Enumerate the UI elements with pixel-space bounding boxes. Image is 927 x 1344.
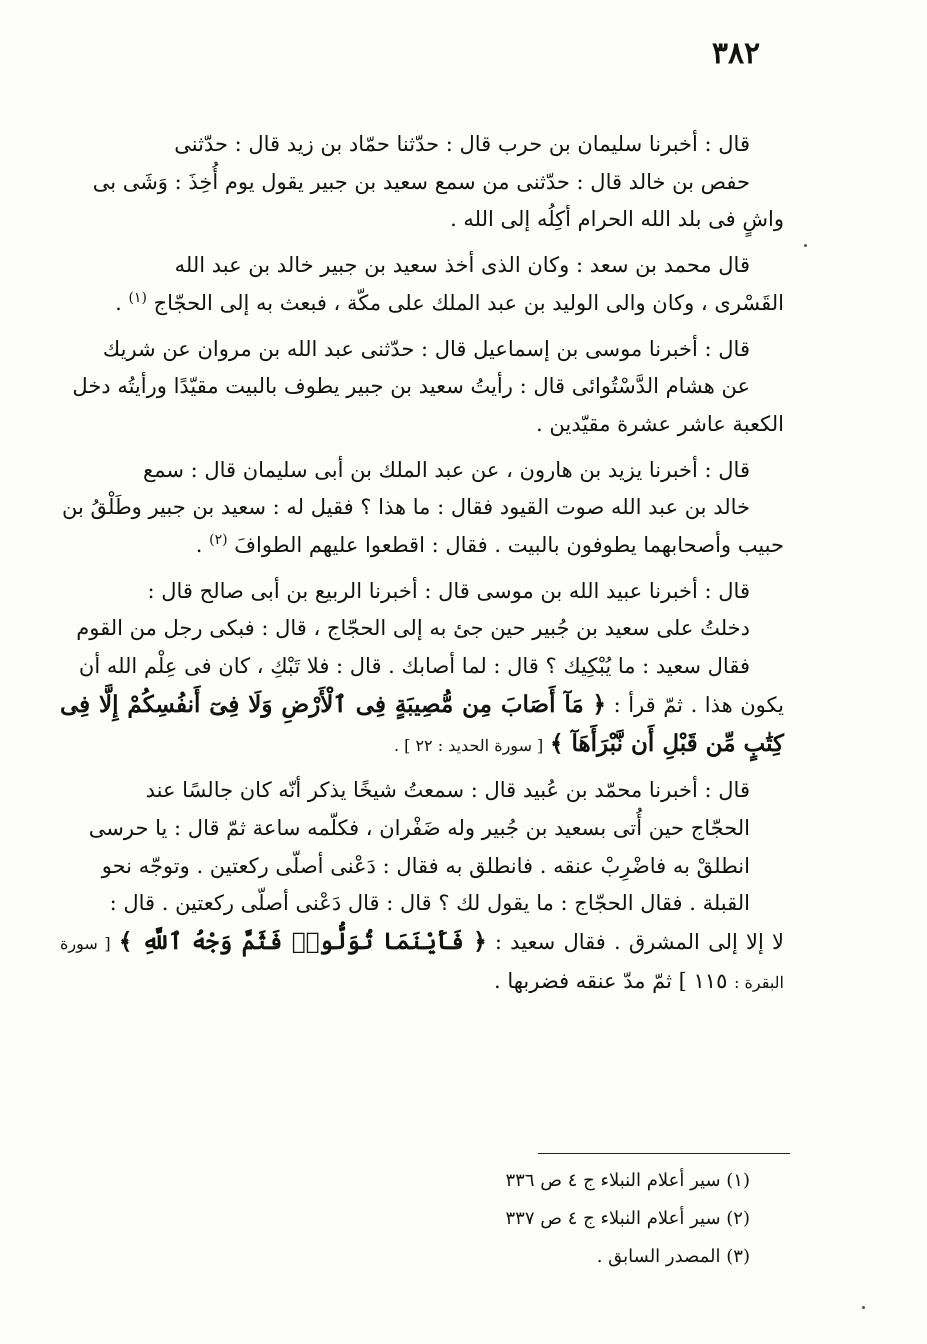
footnotes — [420, 1162, 750, 1276]
footnote-item: (١) سير أعلام النبلاء ج ٤ ص ٣٣٦ — [505, 1170, 750, 1191]
line-end-punctuation: . — [115, 290, 129, 315]
paragraph — [60, 331, 784, 444]
footnote-marker: (٢) — [209, 532, 228, 549]
quran-verse: ﴿ مَآ أَصَابَ مِن مُّصِيبَةٍ فِى ٱلْأَرْضِ وَلَا فِىٓ أَنفُسِكُمْ إِلَّا فِى كِتَٰبٍ مِّن قَبْلِ أَن نَّبْرَأَهَآ ﴾ — [60, 690, 784, 757]
paper-speck — [804, 244, 807, 247]
quran-verse: ﴿ فَأَيْنَمَا تُوَلُّوا۟ فَثَمَّ وَجْهُ ٱللَّهِ ﴾ — [118, 928, 487, 956]
text-line: قال : أخبرنا موسى بن إسماعيل قال : حدّثنى عبد الله بن مروان عن شريك — [102, 336, 750, 361]
text-line: القبلة . فقال الحجّاج : ما يقول لك ؟ قال : قال دَعْنى أصلّى ركعتين . قال : — [109, 891, 750, 916]
footnote-item: (٢) سير أعلام النبلاء ج ٤ ص ٣٣٧ — [505, 1208, 750, 1229]
text-line: قال : أخبرنا عبيد الله بن موسى قال : أخبرنا الربيع بن أبى صالح قال : — [147, 578, 750, 603]
text-line: قال : أخبرنا يزيد بن هارون ، عن عبد الملك بن أبى سليمان قال : سمع — [143, 457, 750, 482]
text-line: حبيب وأصحابهما يطوفون بالبيت . فقال : اقطعوا عليهم الطوافَ — [234, 533, 784, 558]
text-line: انطلقْ به فاضْرِبْ عنقه . فانطلق به فقال : دَعْنى أصلّى ركعتين . وتوجّه نحو — [101, 853, 750, 878]
text-line: القَسْرى ، وكان والى الوليد بن عبد الملك على مكّة ، فبعث به إلى الحجّاج — [153, 290, 784, 315]
text-line: خالد بن عبد الله صوت القيود فقال : ما هذا ؟ فقيل له : سعيد بن جبير وطَلْقُ بن — [61, 495, 750, 520]
paper-speck — [862, 1306, 865, 1309]
text-line: فقال سعيد : ما يُبْكِيك ؟ قال : لما أصابك . قال : فلا تَبْكِ ، كان فى عِلْم الله أن — [78, 654, 750, 679]
text-line: يكون هذا . ثمّ قرأ : — [613, 692, 784, 717]
page-number: ٣٨٢ — [711, 36, 761, 71]
footnote-item: (٣) المصدر السابق . — [596, 1246, 750, 1267]
footnote-divider — [538, 1153, 790, 1154]
surah-reference: [ سورة البقرة : — [60, 934, 784, 992]
text-line: لا إلا إلى المشرق . فقال سعيد : — [494, 930, 784, 955]
paragraph — [60, 247, 784, 322]
paragraph — [60, 126, 784, 239]
main-text — [60, 126, 784, 1001]
text-line: قال : أخبرنا سليمان بن حرب قال : حدّثنا حمّاد بن زيد قال : حدّثنى — [174, 132, 750, 156]
text-line: حفص بن خالد قال : حدّثنى من سمع سعيد بن جبير يقول يوم أُخِذَ : وَشَى بى — [92, 169, 750, 194]
text-line: قال محمد بن سعد : وكان الذى أخذ سعيد بن جبير خالد بن عبد الله — [174, 253, 750, 278]
text-line: واشٍ فى بلد الله الحرام أكِلُه إلى الله . — [450, 207, 784, 232]
text-line: الكعبة عاشر عشرة مقيّدين . — [536, 411, 784, 436]
paragraph — [60, 772, 784, 1001]
text-line: دخلتُ على سعيد بن جُبير حين جئ به إلى الحجّاج ، قال : فبكى رجل من القوم — [76, 616, 750, 641]
text-line: قال : أخبرنا محمّد بن عُبيد قال : سمعتُ شيخًا يذكر أنّه كان جالسًا عند — [145, 778, 750, 803]
surah-reference: [ سورة الحديد : ٢٢ ] . — [393, 735, 544, 755]
line-end-punctuation: . — [195, 533, 210, 558]
paragraph — [60, 452, 784, 565]
text-line: ١١٥ ] ثمّ مدّ عنقه فضربها . — [494, 968, 728, 993]
text-line: عن هشام الدَّسْتُوائى قال : رأيتُ سعيد بن جبير يطوف بالبيت مقيّدًا ورأيتُه دخل — [72, 374, 750, 399]
text-line: الحجّاج حين أُتى بسعيد بن جُبير وله ضَفْران ، فكلّمه ساعة ثمّ قال : يا حرسى — [88, 815, 750, 840]
footnote-marker: (١) — [128, 289, 147, 306]
paragraph — [60, 573, 784, 765]
